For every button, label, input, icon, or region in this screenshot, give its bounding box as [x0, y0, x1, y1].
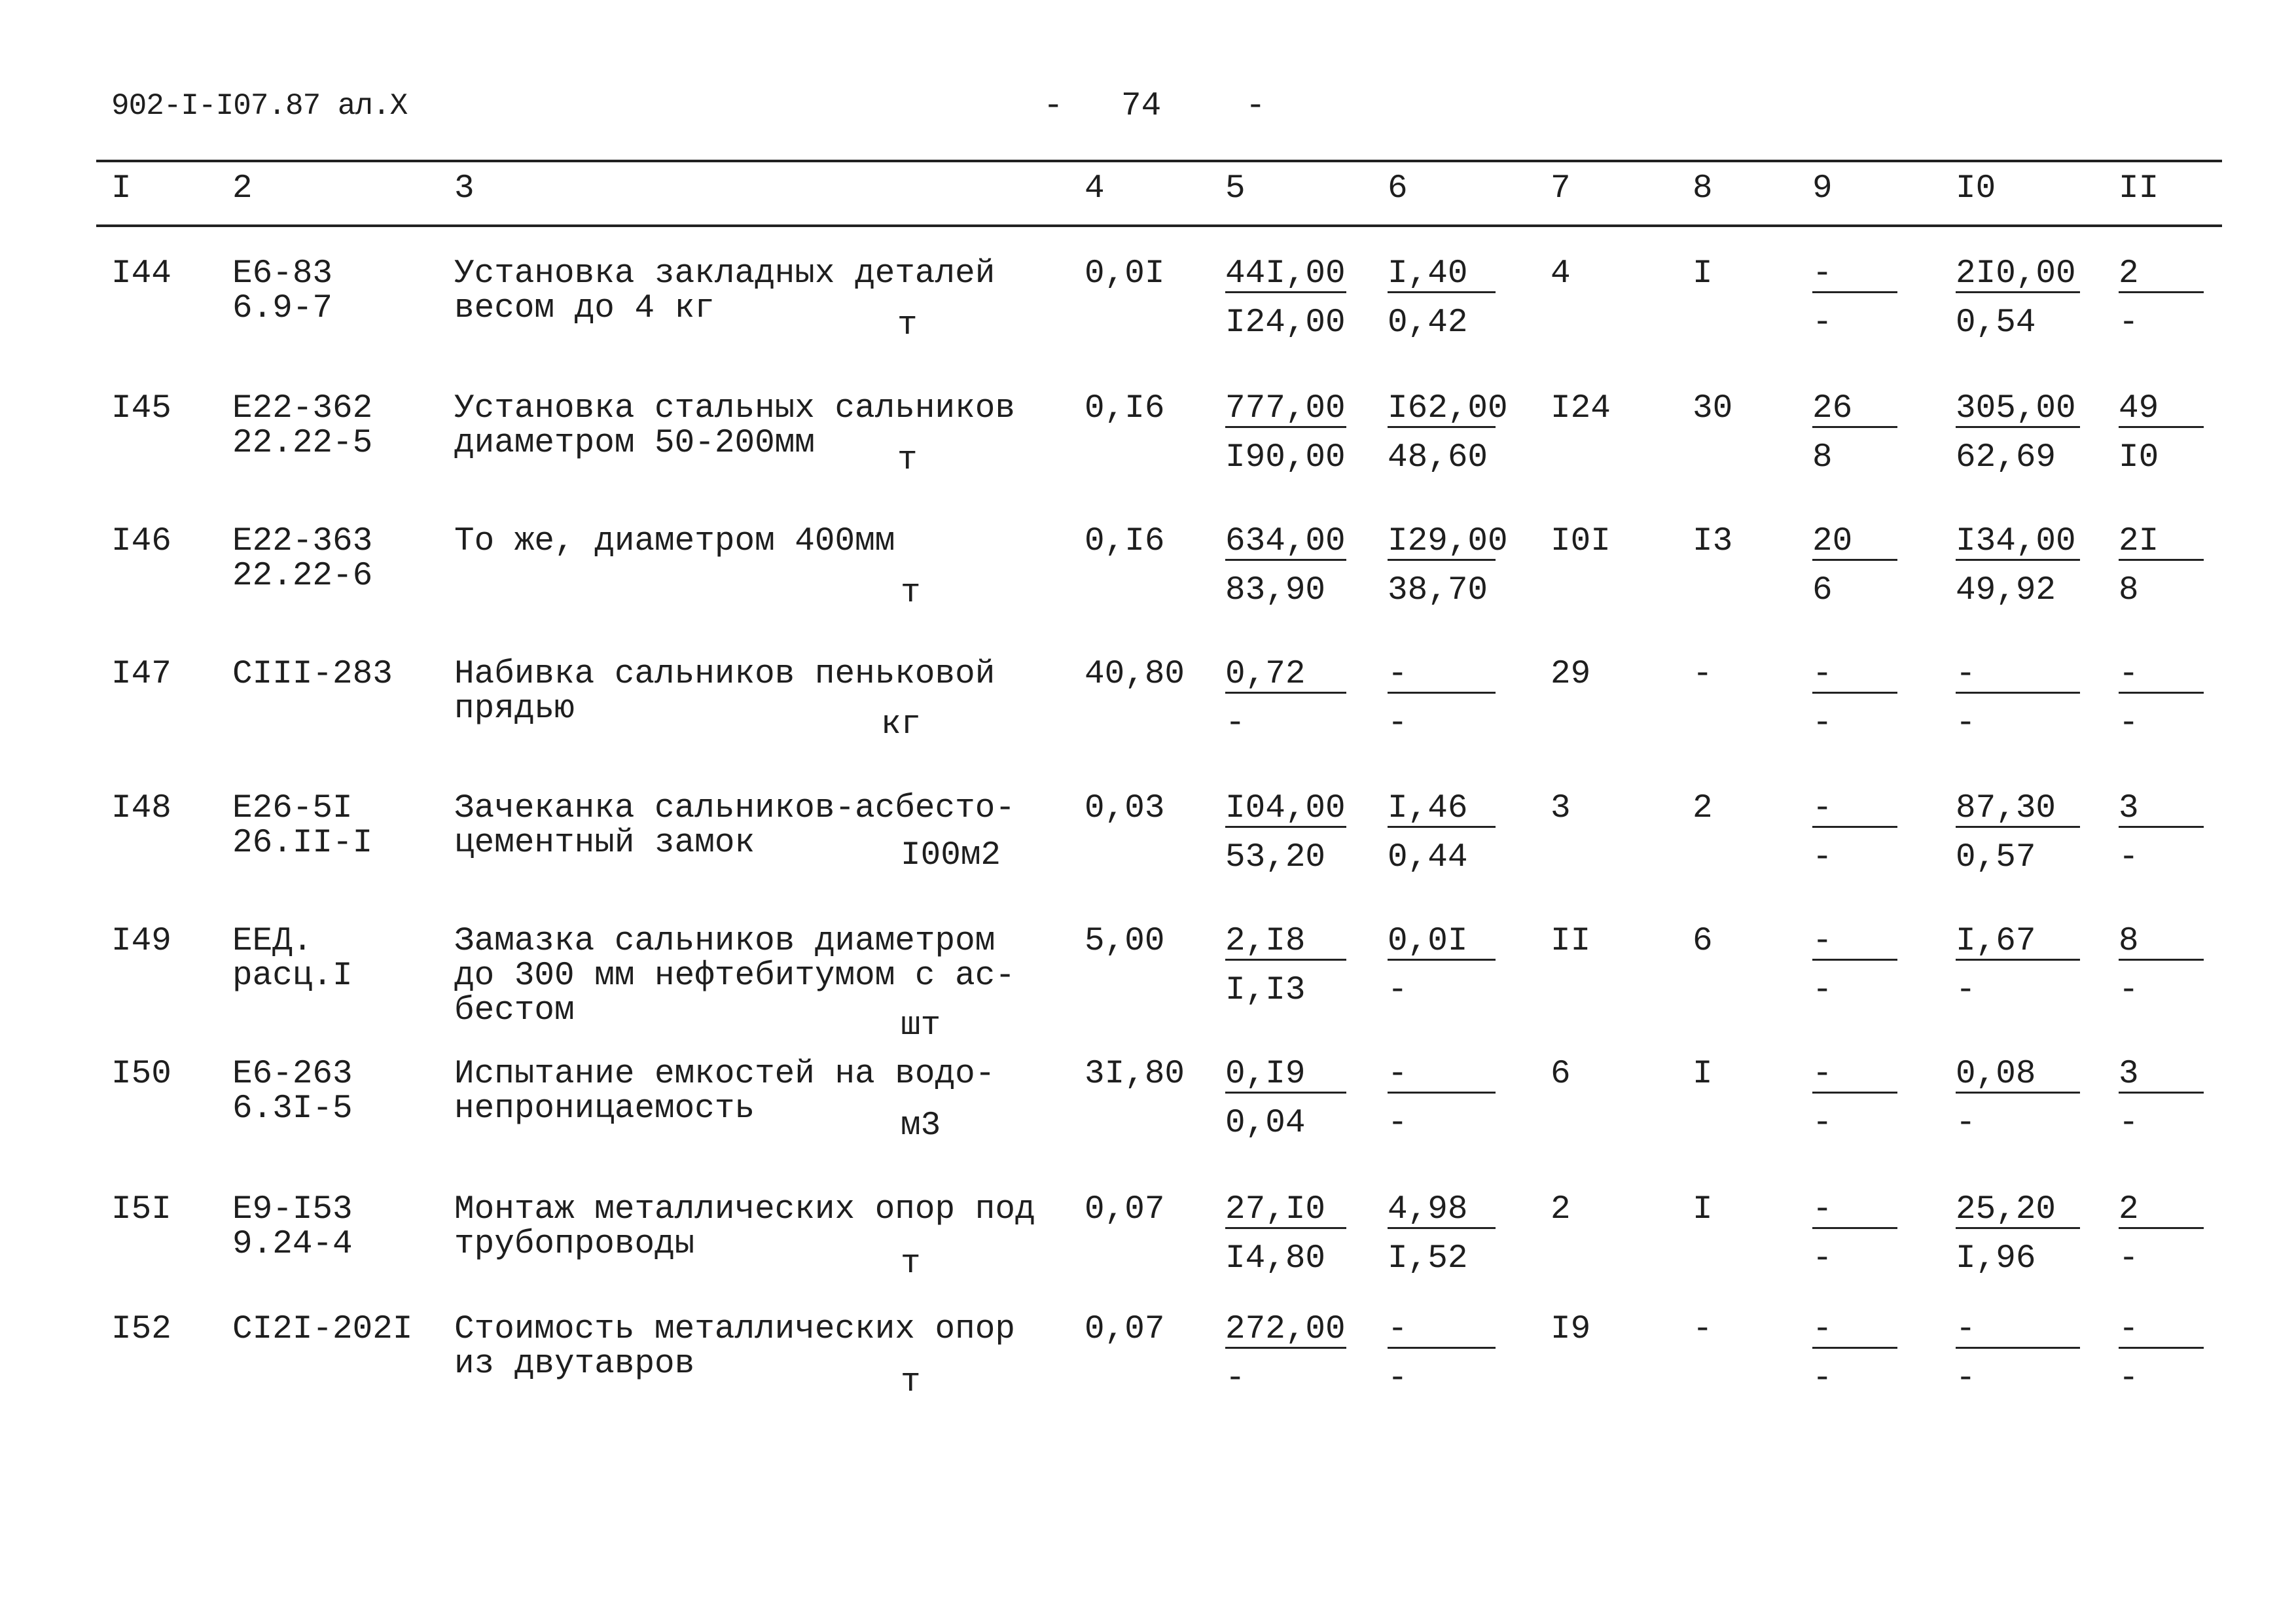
table-header-row	[0, 171, 2296, 208]
column-11-values	[2119, 390, 2204, 476]
item-number: I46	[111, 523, 171, 560]
column-10-bottom-value: 49,92	[1956, 572, 2056, 609]
work-description-line: прядью	[454, 690, 575, 728]
rate-code-line: 6.3I-5	[232, 1090, 353, 1128]
work-description	[454, 1192, 1035, 1262]
column-9-bottom-value: 8	[1812, 439, 1833, 476]
column-10-top-value: -	[1956, 1312, 2080, 1349]
column-5-bottom-value: 53,20	[1225, 839, 1326, 876]
column-6-values	[1388, 523, 1508, 609]
column-6-top-value: 0,0I	[1388, 924, 1496, 961]
work-description-line: Установка закладных деталей	[454, 255, 996, 293]
column-5-top-value: 272,00	[1225, 1311, 1346, 1348]
column-9-values	[1812, 1191, 1897, 1277]
column-5-top-value: 27,I0	[1225, 1192, 1346, 1229]
column-8-value: I	[1693, 255, 1713, 293]
rate-code	[232, 1192, 353, 1262]
work-description	[454, 524, 895, 559]
column-11-values	[2119, 656, 2204, 742]
column-10-bottom-value: -	[1956, 972, 1976, 1009]
column-5-values	[1225, 923, 1346, 1009]
column-7-value: 29	[1551, 656, 1591, 693]
column-11-top-value: 49	[2119, 391, 2204, 428]
column-9-bottom-value: -	[1812, 1240, 1833, 1277]
column-10-values	[1956, 255, 2080, 342]
column-5-bottom-value: -	[1225, 705, 1246, 742]
column-6-bottom-value: -	[1388, 705, 1408, 742]
column-10-values	[1956, 1056, 2080, 1142]
column-6-top-value: -	[1388, 1312, 1496, 1349]
column-header: 5	[1225, 170, 1246, 207]
column-9-top-value: -	[1812, 257, 1897, 293]
quantity: 0,07	[1085, 1311, 1165, 1348]
quantity: 0,I6	[1085, 390, 1165, 427]
column-7-value: I24	[1551, 390, 1611, 427]
column-6-bottom-value: 38,70	[1388, 572, 1488, 609]
unit-of-measure: т	[901, 575, 921, 612]
column-9-bottom-value: -	[1812, 839, 1833, 876]
column-11-bottom-value: -	[2119, 839, 2139, 876]
rate-code-line: Е6-263	[232, 1056, 353, 1093]
column-9-top-value: 20	[1812, 524, 1897, 561]
column-5-top-value: 44I,00	[1225, 255, 1346, 293]
rate-code-line: ЕЕД.	[232, 923, 313, 960]
work-description-line: диаметром 50-200мм	[454, 425, 815, 462]
column-6-values	[1388, 1191, 1496, 1277]
column-11-top-value: 2	[2119, 257, 2204, 293]
work-description-line: трубопроводы	[454, 1226, 695, 1263]
column-9-values	[1812, 923, 1897, 1009]
column-11-top-value: 3	[2119, 791, 2204, 828]
column-10-top-value: 2I0,00	[1956, 257, 2080, 293]
column-6-top-value: I62,00	[1388, 390, 1508, 427]
work-description	[454, 1312, 1015, 1382]
column-10-values	[1956, 390, 2080, 476]
unit-of-measure: т	[901, 1364, 921, 1401]
column-5-bottom-value: I,I3	[1225, 972, 1306, 1009]
column-10-bottom-value: 62,69	[1956, 439, 2056, 476]
item-number: I5I	[111, 1191, 171, 1228]
quantity: 5,00	[1085, 923, 1165, 960]
column-5-top-value: 2,I8	[1225, 924, 1346, 961]
page-number-dash: -	[1246, 88, 1266, 125]
column-5-top-value: 0,72	[1225, 657, 1346, 694]
column-10-top-value: -	[1956, 657, 2080, 694]
work-description-line: Стоимость металлических опор	[454, 1311, 1015, 1348]
column-5-bottom-value: I90,00	[1225, 439, 1346, 476]
column-header: 9	[1812, 170, 1833, 207]
column-7-value: I9	[1551, 1311, 1591, 1348]
column-9-top-value: -	[1812, 1057, 1897, 1094]
column-6-values	[1388, 656, 1496, 742]
work-description-line: Зачеканка сальников-асбесто-	[454, 790, 1015, 827]
column-10-values	[1956, 790, 2080, 876]
item-number: I52	[111, 1311, 171, 1348]
column-11-top-value: 8	[2119, 924, 2204, 961]
table-row	[0, 791, 2296, 889]
column-10-bottom-value: I,96	[1956, 1240, 2036, 1277]
rate-code-line: Е22-363	[232, 523, 373, 560]
column-9-values	[1812, 1311, 1897, 1397]
column-9-bottom-value: 6	[1812, 572, 1833, 609]
rate-code	[232, 924, 353, 993]
table-row	[0, 1192, 2296, 1291]
column-7-value: 2	[1551, 1191, 1571, 1228]
column-11-values	[2119, 1056, 2204, 1142]
column-8-value: I	[1693, 1056, 1713, 1093]
work-description-line: Установка стальных сальников	[454, 390, 1015, 427]
column-5-values	[1225, 1056, 1346, 1142]
column-5-values	[1225, 1191, 1346, 1277]
column-11-bottom-value: -	[2119, 1360, 2139, 1397]
column-9-bottom-value: -	[1812, 1360, 1833, 1397]
work-description-line: цементный замок	[454, 825, 755, 862]
column-8-value: 6	[1693, 923, 1713, 960]
column-6-top-value: -	[1388, 1057, 1496, 1094]
column-9-values	[1812, 790, 1897, 876]
column-6-top-value: I29,00	[1388, 523, 1508, 560]
rate-code-line: Е6-83	[232, 255, 333, 293]
column-5-bottom-value: -	[1225, 1360, 1246, 1397]
column-11-values	[2119, 1311, 2204, 1397]
column-header: 7	[1551, 170, 1571, 207]
work-description-line: Монтаж металлических опор под	[454, 1191, 1035, 1228]
column-11-top-value: 2	[2119, 1192, 2204, 1229]
unit-of-measure: т	[897, 442, 918, 479]
column-11-values	[2119, 790, 2204, 876]
column-9-values	[1812, 523, 1897, 609]
column-10-top-value: 25,20	[1956, 1192, 2080, 1229]
work-description	[454, 391, 1015, 461]
column-6-values	[1388, 390, 1508, 476]
column-10-bottom-value: -	[1956, 1105, 1976, 1142]
table-row	[0, 923, 2296, 1044]
column-header: 6	[1388, 170, 1408, 207]
rate-code-line: СIII-283	[232, 656, 393, 693]
item-number: I47	[111, 656, 171, 693]
column-7-value: 3	[1551, 790, 1571, 827]
rate-code-line: Е22-362	[232, 390, 373, 427]
column-11-bottom-value: -	[2119, 1240, 2139, 1277]
rate-code	[232, 257, 332, 326]
work-description-line: весом до 4 кг	[454, 290, 715, 327]
item-number: I49	[111, 923, 171, 960]
column-6-bottom-value: -	[1388, 1105, 1408, 1142]
rate-code	[232, 1057, 353, 1126]
column-5-values	[1225, 523, 1346, 609]
work-description-line: То же, диаметром 400мм	[454, 523, 895, 560]
column-6-bottom-value: 48,60	[1388, 439, 1488, 476]
column-9-top-value: -	[1812, 1192, 1897, 1229]
column-10-bottom-value: -	[1956, 705, 1976, 742]
quantity: 0,07	[1085, 1191, 1165, 1228]
table-row	[0, 657, 2296, 755]
column-10-top-value: I34,00	[1956, 524, 2080, 561]
work-description-line: бестом	[454, 992, 575, 1029]
column-11-bottom-value: -	[2119, 304, 2139, 342]
unit-of-measure: кг	[881, 706, 922, 743]
column-10-top-value: 87,30	[1956, 791, 2080, 828]
column-5-values	[1225, 1311, 1346, 1397]
column-10-values	[1956, 656, 2080, 742]
column-5-values	[1225, 656, 1346, 742]
column-9-values	[1812, 390, 1897, 476]
unit-of-measure: т	[901, 1245, 921, 1283]
column-11-values	[2119, 523, 2204, 609]
column-5-top-value: I04,00	[1225, 790, 1346, 827]
column-9-values	[1812, 656, 1897, 742]
page-number: 74	[1121, 88, 1162, 125]
column-8-value: 2	[1693, 790, 1713, 827]
table-row	[0, 1057, 2296, 1155]
column-5-bottom-value: I4,80	[1225, 1240, 1326, 1277]
column-5-top-value: 634,00	[1225, 523, 1346, 560]
column-5-bottom-value: 0,04	[1225, 1105, 1306, 1142]
column-6-values	[1388, 923, 1496, 1009]
rate-code-line: 9.24-4	[232, 1226, 353, 1263]
column-11-top-value: 3	[2119, 1057, 2204, 1094]
column-6-bottom-value: -	[1388, 972, 1408, 1009]
column-header: 3	[454, 170, 475, 207]
column-11-values	[2119, 923, 2204, 1009]
item-number: I50	[111, 1056, 171, 1093]
quantity: 0,0I	[1085, 255, 1165, 293]
rate-code-line: 22.22-5	[232, 425, 373, 462]
column-9-bottom-value: -	[1812, 705, 1833, 742]
column-5-bottom-value: I24,00	[1225, 304, 1346, 342]
page-number-dash: -	[1043, 88, 1064, 125]
column-10-top-value: 0,08	[1956, 1057, 2080, 1094]
column-6-top-value: 4,98	[1388, 1192, 1496, 1229]
rate-code-line: 26.II-I	[232, 825, 373, 862]
column-9-top-value: 26	[1812, 391, 1897, 428]
column-11-top-value: 2I	[2119, 524, 2204, 561]
column-9-values	[1812, 1056, 1897, 1142]
column-7-value: 6	[1551, 1056, 1571, 1093]
quantity: 40,80	[1085, 656, 1185, 693]
rate-code	[232, 524, 372, 594]
column-7-value: 4	[1551, 255, 1571, 293]
column-6-values	[1388, 255, 1496, 342]
column-9-top-value: -	[1812, 791, 1897, 828]
table-header-rule	[96, 224, 2222, 227]
column-11-values	[2119, 255, 2204, 342]
column-9-top-value: -	[1812, 657, 1897, 694]
column-11-values	[2119, 1191, 2204, 1277]
rate-code-line: 6.9-7	[232, 290, 333, 327]
rate-code-line: СI2I-202I	[232, 1311, 413, 1348]
column-11-bottom-value: -	[2119, 1105, 2139, 1142]
column-7-value: I0I	[1551, 523, 1611, 560]
column-5-top-value: 777,00	[1225, 390, 1346, 427]
rate-code-line: Е26-5I	[232, 790, 353, 827]
column-header: 2	[232, 170, 253, 207]
column-5-top-value: 0,I9	[1225, 1057, 1346, 1094]
work-description-line: Испытание емкостей на водо-	[454, 1056, 996, 1093]
column-6-values	[1388, 1056, 1496, 1142]
column-6-values	[1388, 1311, 1496, 1397]
column-5-values	[1225, 790, 1346, 876]
column-9-bottom-value: -	[1812, 1105, 1833, 1142]
column-6-top-value: -	[1388, 657, 1496, 694]
item-number: I45	[111, 390, 171, 427]
column-7-value: II	[1551, 923, 1591, 960]
quantity: 0,03	[1085, 790, 1165, 827]
column-6-bottom-value: I,52	[1388, 1240, 1468, 1277]
column-8-value: I3	[1693, 523, 1733, 560]
item-number: I44	[111, 255, 171, 293]
column-9-top-value: -	[1812, 924, 1897, 961]
column-10-top-value: I,67	[1956, 924, 2080, 961]
work-description-line: непроницаемость	[454, 1090, 755, 1128]
column-10-values	[1956, 1191, 2080, 1277]
column-11-bottom-value: 8	[2119, 572, 2139, 609]
unit-of-measure: м3	[901, 1107, 941, 1145]
column-11-bottom-value: -	[2119, 705, 2139, 742]
table-row	[0, 257, 2296, 355]
quantity: 3I,80	[1085, 1056, 1185, 1093]
rate-code-line: 22.22-6	[232, 558, 373, 595]
rate-code	[232, 1312, 412, 1347]
rate-code	[232, 391, 372, 461]
rate-code-line: расц.I	[232, 957, 353, 995]
column-header: I	[111, 170, 132, 207]
column-10-values	[1956, 523, 2080, 609]
column-8-value: -	[1693, 1311, 1713, 1348]
unit-of-measure: т	[897, 307, 918, 344]
column-5-bottom-value: 83,90	[1225, 572, 1326, 609]
column-11-top-value: -	[2119, 657, 2204, 694]
table-row	[0, 524, 2296, 622]
column-11-bottom-value: I0	[2119, 439, 2159, 476]
column-8-value: 30	[1693, 390, 1733, 427]
column-6-values	[1388, 790, 1496, 876]
column-8-value: I	[1693, 1191, 1713, 1228]
column-9-top-value: -	[1812, 1312, 1897, 1349]
rate-code-line: Е9-I53	[232, 1191, 353, 1228]
document-code: 902-I-I07.87 ал.X	[111, 89, 408, 123]
column-10-values	[1956, 1311, 2080, 1397]
column-10-bottom-value: 0,54	[1956, 304, 2036, 342]
table-row	[0, 391, 2296, 490]
column-10-bottom-value: -	[1956, 1360, 1976, 1397]
column-9-bottom-value: -	[1812, 972, 1833, 1009]
column-5-values	[1225, 390, 1346, 476]
quantity: 0,I6	[1085, 523, 1165, 560]
column-10-top-value: 305,00	[1956, 391, 2080, 428]
column-header: 4	[1085, 170, 1105, 207]
table-top-rule	[96, 160, 2222, 162]
column-9-values	[1812, 255, 1897, 342]
work-description-line: до 300 мм нефтебитумом с ас-	[454, 957, 1015, 995]
column-6-top-value: I,46	[1388, 791, 1496, 828]
work-description-line: Замазка сальников диаметром	[454, 923, 996, 960]
column-10-values	[1956, 923, 2080, 1009]
column-10-bottom-value: 0,57	[1956, 839, 2036, 876]
table-row	[0, 1312, 2296, 1410]
column-5-values	[1225, 255, 1346, 342]
column-6-top-value: I,40	[1388, 257, 1496, 293]
unit-of-measure: шт	[901, 1007, 941, 1044]
column-6-bottom-value: 0,44	[1388, 839, 1468, 876]
column-11-top-value: -	[2119, 1312, 2204, 1349]
work-description-line: из двутавров	[454, 1346, 695, 1383]
column-header: I0	[1956, 170, 1996, 207]
work-description-line: Набивка сальников пеньковой	[454, 656, 996, 693]
column-11-bottom-value: -	[2119, 972, 2139, 1009]
rate-code	[232, 791, 372, 861]
column-6-bottom-value: -	[1388, 1360, 1408, 1397]
column-8-value: -	[1693, 656, 1713, 693]
column-header: 8	[1693, 170, 1713, 207]
unit-of-measure: I00м2	[901, 837, 1001, 874]
column-header: II	[2119, 170, 2159, 207]
rate-code	[232, 657, 393, 692]
column-9-bottom-value: -	[1812, 304, 1833, 342]
column-6-bottom-value: 0,42	[1388, 304, 1468, 342]
item-number: I48	[111, 790, 171, 827]
